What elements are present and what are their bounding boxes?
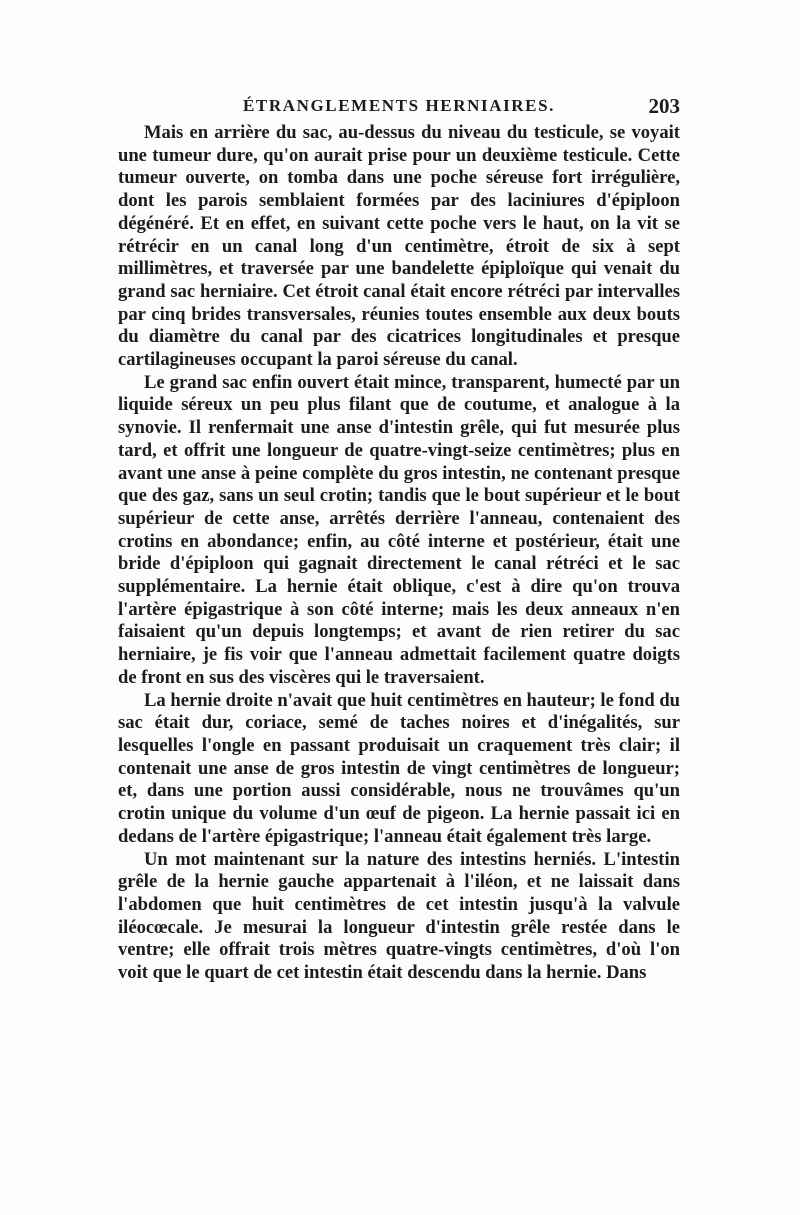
page-number: 203: [648, 94, 680, 118]
running-title: ÉTRANGLEMENTS HERNIAIRES.: [242, 96, 556, 115]
running-head: [118, 96, 680, 120]
body-text: [118, 122, 680, 985]
paragraph: Mais en arrière du sac, au-dessus du niveau du testicule, se voyait une tumeur dure, qu'on aurait prise pour un deuxième testicule. Cette tumeur ouverte, on tomba dans une poche séreuse fort irrégulière, dont les parois semblaient formées par des laciniures d'épiploon dégénéré. Et en effet, en suivant cette poche vers le haut, on la vit se rétrécir en un canal long d'un centimètre, étroit de six à sept millimètres, et traversée par une bandelette épiploïque qui venait du grand sac herniaire. Cet étroit canal était encore rétréci par intervalles par cinq brides transversales, réunies toutes ensemble aux deux bouts du diamètre du canal par des cicatrices longitudinales et presque cartilagineuses occupant la paroi séreuse du canal.: [118, 122, 680, 371]
paragraph: Le grand sac enfin ouvert était mince, transparent, humecté par un liquide séreux un peu plus filant que de coutume, et analogue à la synovie. Il renfermait une anse d'intestin grêle, qui fut mesurée plus tard, et offrit une longueur de quatre-vingt-seize centimètres; plus en avant une anse à peine complète du gros intestin, ne contenant presque que des gaz, sans un seul crotin; tandis que le bout supérieur et le bout supérieur de cette anse, arrêtés derrière l'anneau, contenaient des crotins en abondance; enfin, au côté interne et postérieur, était une bride d'épiploon qui gagnait directement le canal rétréci et le sac supplémentaire. La hernie était oblique, c'est à dire qu'on trouva l'artère épigastrique à son côté interne; mais les deux anneaux n'en faisaient qu'un depuis longtemps; et avant de rien retirer du sac herniaire, je fis voir que l'anneau admettait facilement quatre doigts de front en sus des viscères qui le traversaient.: [118, 371, 680, 688]
paragraph: La hernie droite n'avait que huit centimètres en hauteur; le fond du sac était dur, coriace, semé de taches noires et d'inégalités, sur lesquelles l'ongle en passant produisait un craquement très clair; il contenait une anse de gros intestin de vingt centimètres de longueur; et, dans une portion aussi considérable, nous ne trouvâmes qu'un crotin unique du volume d'un œuf de pigeon. La hernie passait ici en dedans de l'artère épigastrique; l'anneau était également très large.: [118, 689, 680, 847]
paragraph: Un mot maintenant sur la nature des intestins herniés. L'intestin grêle de la hernie gauche appartenait à l'iléon, et ne laissait dans l'abdomen que huit centimètres de cet intestin jusqu'à la valvule iléocœcale. Je mesurai la longueur d'intestin grêle restée dans le ventre; elle offrait trois mètres quatre-vingts centimètres, d'où l'on voit que le quart de cet intestin était descendu dans la hernie. Dans: [118, 848, 680, 984]
